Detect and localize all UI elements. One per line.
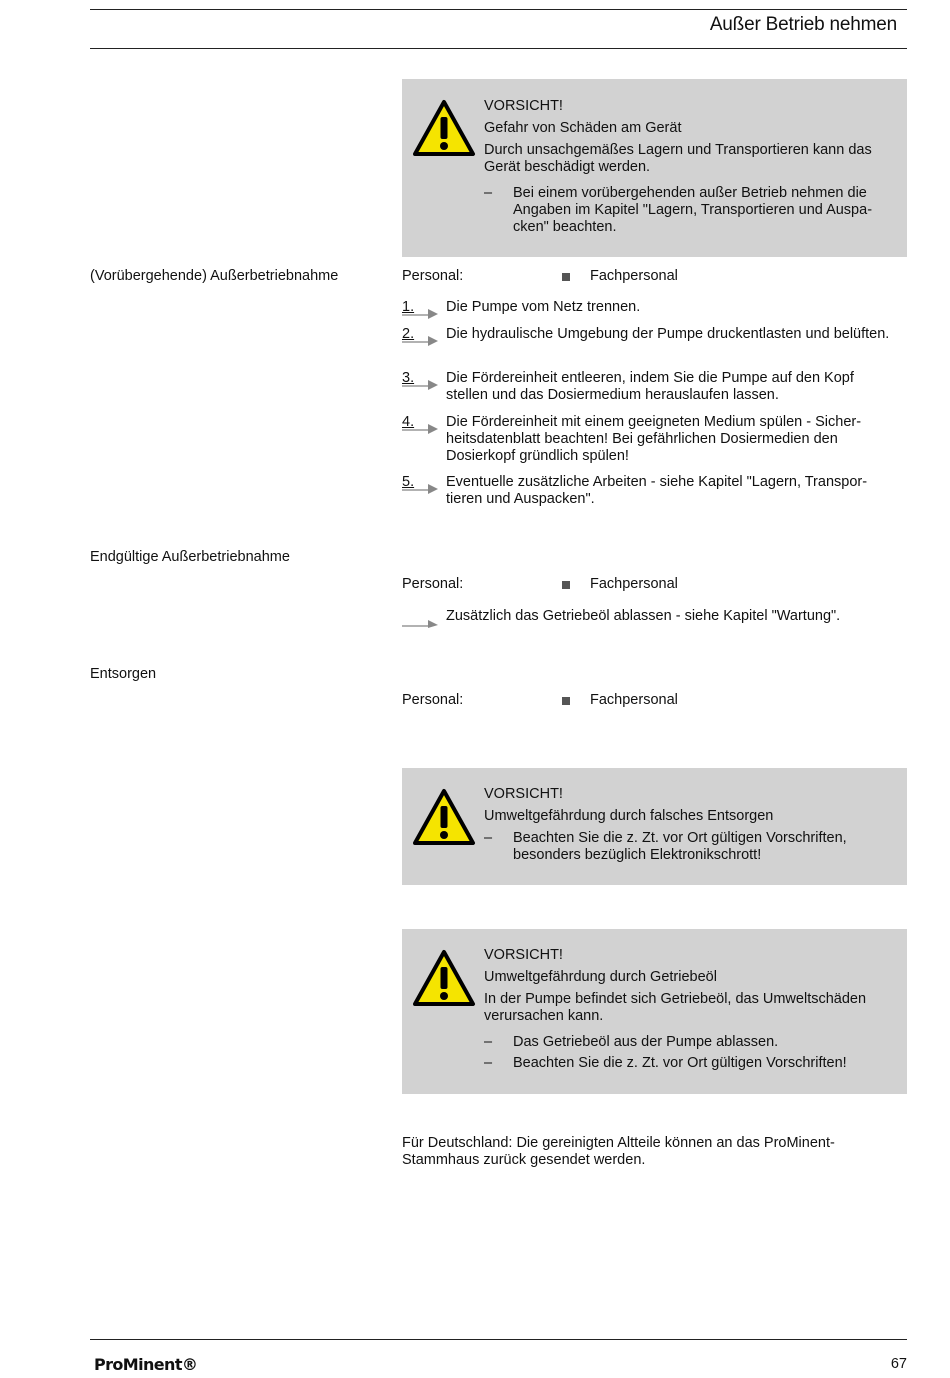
warning-label: VORSICHT! xyxy=(484,98,563,114)
warning-title: Gefahr von Schäden am Gerät xyxy=(484,120,682,136)
step-arrow-icon xyxy=(402,482,440,494)
dash-bullet: – xyxy=(484,185,493,201)
step-arrow-icon xyxy=(402,334,440,346)
step-number: 1. xyxy=(402,299,415,315)
dash-bullet: – xyxy=(484,1055,493,1071)
instruction-text: Zusätzlich das Getriebeöl ablassen - siehe Kapitel "Wartung". xyxy=(446,608,841,624)
personal-row xyxy=(402,576,678,593)
section-heading-temporary-shutdown: (Vorübergehende) Außerbetriebnahme xyxy=(90,268,339,284)
warning-triangle-icon xyxy=(412,949,476,1007)
square-bullet-icon xyxy=(562,697,570,705)
instruction-arrow-icon xyxy=(402,616,440,628)
warning-triangle-icon xyxy=(412,788,476,846)
warning-box-damage xyxy=(402,79,907,257)
warning-item-text: Bei einem vorübergehenden außer Betrieb nehmen die Angaben im Kapitel "Lagern, Transportieren und Auspa-cken" beachten. xyxy=(513,185,873,235)
warning-title: Umweltgefährdung durch Getriebeöl xyxy=(484,969,717,985)
section-heading-disposal: Entsorgen xyxy=(90,666,157,682)
section-heading-final-shutdown: Endgültige Außerbetriebnahme xyxy=(90,549,290,565)
warning-item-text: Beachten Sie die z. Zt. vor Ort gültigen Vorschriften! xyxy=(513,1055,847,1071)
disposal-note: Für Deutschland: Die gereinigten Altteile können an das ProMinent-Stammhaus zurück gesendet werden. xyxy=(402,1135,835,1168)
warning-text: Durch unsachgemäßes Lagern und Transportieren kann das Gerät beschädigt werden. xyxy=(484,142,872,175)
step-number: 3. xyxy=(402,370,415,386)
step-item xyxy=(402,370,892,406)
personal-label: Personal: xyxy=(402,692,464,708)
step-text: Die Pumpe vom Netz trennen. xyxy=(446,299,641,315)
step-item xyxy=(402,326,892,362)
step-item xyxy=(402,299,892,319)
page-number: 67 xyxy=(890,1356,907,1372)
personal-value: Fachpersonal xyxy=(590,576,678,592)
dash-bullet: – xyxy=(484,1034,493,1050)
personal-row xyxy=(402,268,678,285)
step-text: Die Fördereinheit entleeren, indem Sie die Pumpe auf den Kopf stellen und das Dosiermedium herauslaufen lassen. xyxy=(446,370,854,403)
warning-box-disposal xyxy=(402,768,907,885)
personal-label: Personal: xyxy=(402,268,464,284)
warning-list-item xyxy=(484,185,895,236)
step-text: Die Fördereinheit mit einem geeigneten Medium spülen - Sicher-heitsdatenblatt beachten! Bei gefährlichen Dosiermedien den Dosierkopf gründlich spülen! xyxy=(446,414,862,464)
personal-value: Fachpersonal xyxy=(590,268,678,284)
warning-label: VORSICHT! xyxy=(484,786,563,802)
warning-label: VORSICHT! xyxy=(484,947,563,963)
step-item xyxy=(402,414,892,466)
page-title: Außer Betrieb nehmen xyxy=(709,14,897,35)
header-top-rule xyxy=(90,9,907,10)
warning-title: Umweltgefährdung durch falsches Entsorgen xyxy=(484,808,774,824)
step-number: 5. xyxy=(402,474,415,490)
square-bullet-icon xyxy=(562,581,570,589)
prominent-logo: ProMinent® xyxy=(94,1355,198,1374)
step-arrow-icon xyxy=(402,422,440,434)
warning-item-text: Beachten Sie die z. Zt. vor Ort gültigen Vorschriften, besonders bezüglich Elektronikschrott! xyxy=(513,830,847,863)
header-bottom-rule xyxy=(90,48,907,49)
instruction-item xyxy=(402,608,892,628)
step-text: Die hydraulische Umgebung der Pumpe druckentlasten und belüften. xyxy=(446,326,890,342)
step-arrow-icon xyxy=(402,378,440,390)
footer-rule xyxy=(90,1339,907,1340)
warning-list-item xyxy=(484,1034,895,1051)
step-item xyxy=(402,474,892,510)
step-number: 4. xyxy=(402,414,415,430)
dash-bullet: – xyxy=(484,830,493,846)
warning-item-text: Das Getriebeöl aus der Pumpe ablassen. xyxy=(513,1034,779,1050)
step-arrow-icon xyxy=(402,307,440,319)
personal-row xyxy=(402,692,678,709)
personal-label: Personal: xyxy=(402,576,464,592)
square-bullet-icon xyxy=(562,273,570,281)
step-text: Eventuelle zusätzliche Arbeiten - siehe Kapitel "Lagern, Transpor-tieren und Auspacken". xyxy=(446,474,868,507)
warning-box-gear-oil xyxy=(402,929,907,1094)
step-number: 2. xyxy=(402,326,415,342)
warning-text: In der Pumpe befindet sich Getriebeöl, das Umweltschäden verursachen kann. xyxy=(484,991,867,1024)
warning-triangle-icon xyxy=(412,99,476,157)
personal-value: Fachpersonal xyxy=(590,692,678,708)
warning-list-item xyxy=(484,830,895,864)
warning-list-item xyxy=(484,1055,895,1072)
